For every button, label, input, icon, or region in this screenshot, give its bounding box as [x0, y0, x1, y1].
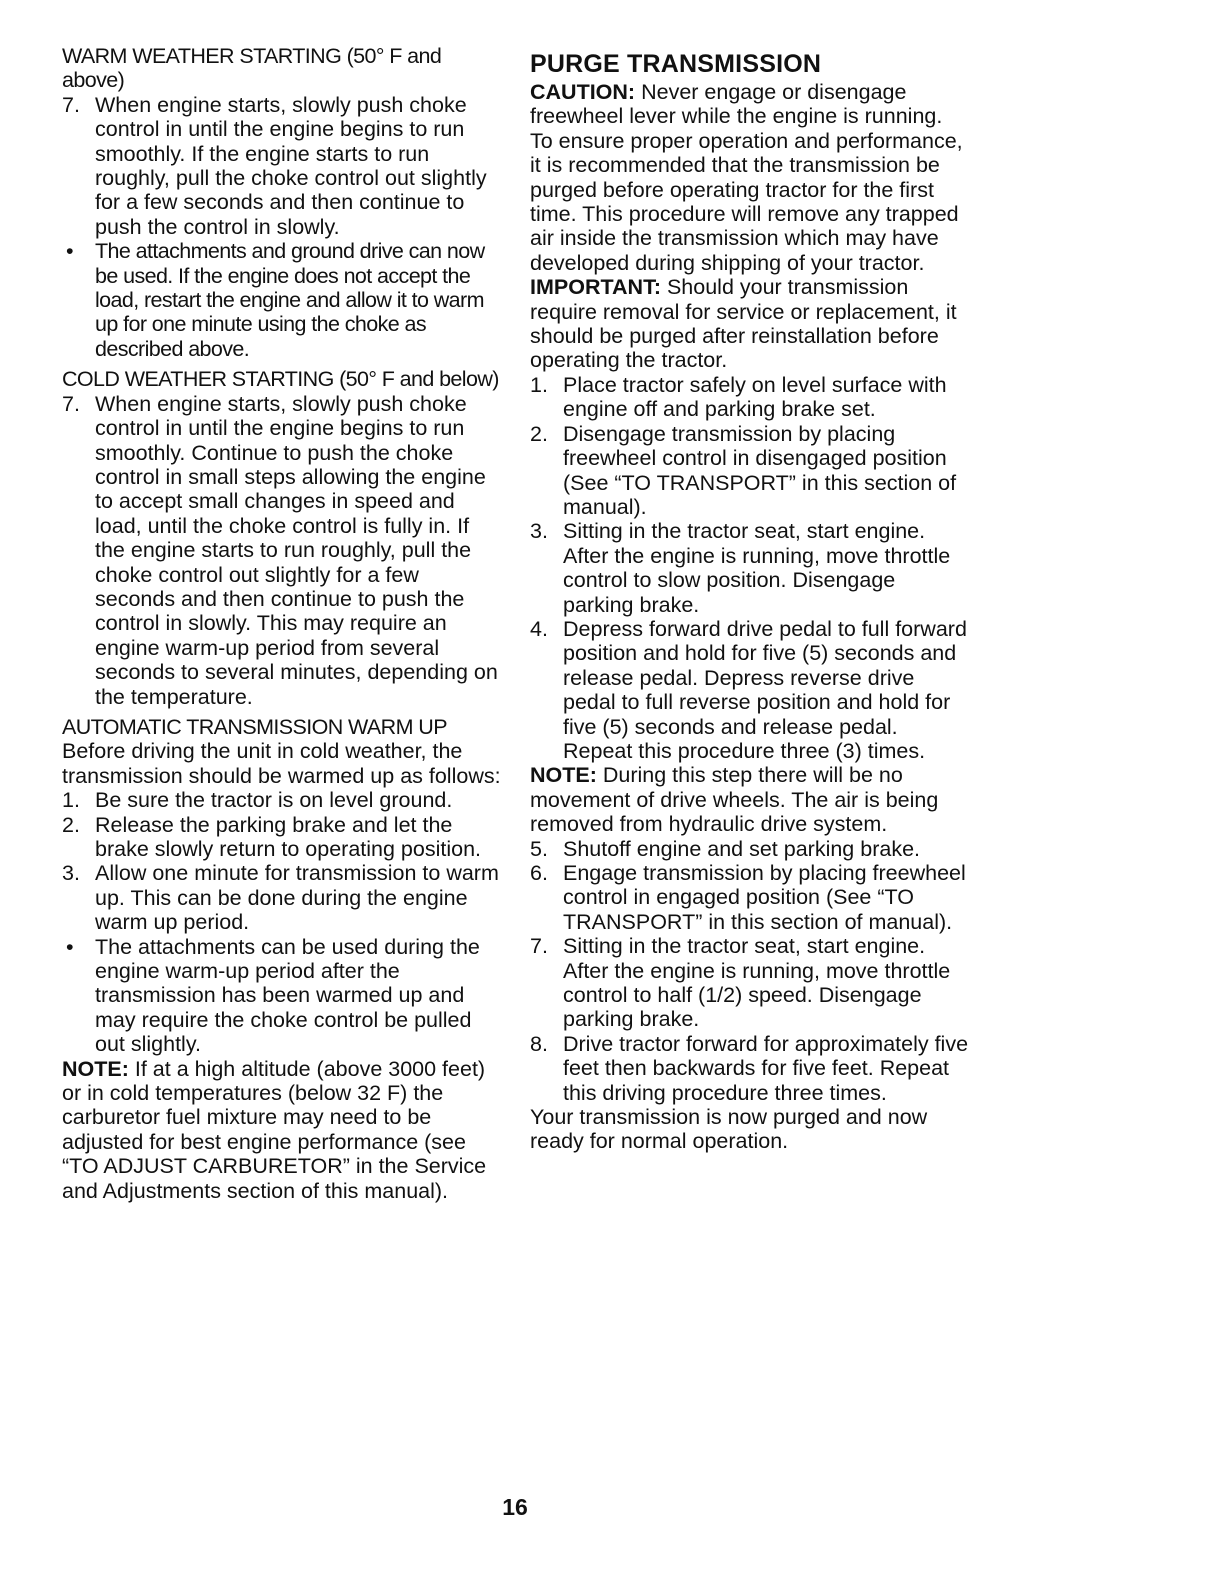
- step-number: 7.: [62, 391, 80, 416]
- important-text: Should your transmission require removal for service or replacement, it should be purged after reinstallation before operating the tractor.: [530, 275, 957, 373]
- list-item: [62, 239, 502, 361]
- purge-intro: To ensure proper operation and performance, it is recommended that the transmission be purged before operating tractor for the first time. This procedure will remove any trapped air inside the transmission which may have developed during shipping of your tractor.: [530, 128, 963, 275]
- auto-transmission-bullets: [62, 935, 502, 1057]
- note-text: If at a high altitude (above 3000 feet) or in cold temperatures (below 32 F) the carburetor fuel mixture may need to be adjusted for best engine performance (see “TO ADJUST CARBURETOR” in the Service and Adjustments section of this manual).: [62, 1056, 487, 1203]
- note-label: NOTE:: [530, 763, 597, 788]
- list-item: [530, 422, 970, 520]
- step-text: Allow one minute for transmission to warm up. This can be done during the engine warm up period.: [95, 861, 499, 935]
- step-number: 8.: [530, 1031, 548, 1056]
- warm-weather-heading: WARM WEATHER STARTING (50° F and above): [62, 44, 442, 93]
- right-column: [530, 44, 970, 1154]
- page-number: 16: [502, 1494, 528, 1520]
- step-text: Place tractor safely on level surface with engine off and parking brake set.: [563, 372, 947, 422]
- purge-transmission-title: PURGE TRANSMISSION: [530, 50, 822, 78]
- step-text: Depress forward drive pedal to full forward position and hold for five (5) seconds and release pedal. Depress reverse drive pedal to full reverse position and hold for five (5) seconds and release pedal. Repeat this procedure three (3) times.: [563, 616, 967, 763]
- step-number: 5.: [530, 836, 548, 861]
- list-item: [62, 935, 502, 1057]
- warm-weather-steps: [62, 93, 502, 239]
- purge-steps-second: [530, 837, 970, 1105]
- bullet-icon: •: [66, 934, 74, 959]
- list-item: [62, 93, 502, 239]
- bullet-text: The attachments and ground drive can now be used. If the engine does not accept the load, restart the engine and allow it to warm up for one minute using the choke as described above.: [95, 239, 485, 361]
- step-text: Engage transmission by placing freewheel control in engaged position (See “TO TRANSPORT” in this section of manual).: [563, 861, 966, 934]
- auto-transmission-intro: Before driving the unit in cold weather, the transmission should be warmed up as follows:: [62, 739, 501, 788]
- step-text: Sitting in the tractor seat, start engine. After the engine is running, move throttle control to half (1/2) speed. Disengage parking brake.: [563, 934, 951, 1032]
- list-item: [530, 837, 970, 861]
- closing-paragraph: Your transmission is now purged and now ready for normal operation.: [530, 1105, 928, 1154]
- step-text: Shutoff engine and set parking brake.: [563, 836, 920, 861]
- step-number: 7.: [62, 92, 80, 117]
- list-item: [530, 1032, 970, 1105]
- list-item: [530, 861, 970, 934]
- step-text: When engine starts, slowly push choke control in until the engine begins to run smoothly. Continue to push the choke control in small steps allowing the engine to accept small changes in speed and load, until the choke control is fully in. If the engine starts to run roughly, pull the choke control out slightly for a few seconds and then continue to push the control in slowly. This may require an engine warm-up period from several seconds to several minutes, depending on the temperature.: [95, 391, 498, 709]
- caution-label: CAUTION:: [530, 80, 636, 104]
- purge-steps-first: [530, 373, 970, 764]
- list-item: [530, 373, 970, 422]
- caution-paragraph: [530, 80, 970, 129]
- left-column: [62, 44, 502, 1203]
- step-number: 4.: [530, 616, 548, 641]
- auto-transmission-steps: [62, 788, 502, 934]
- bullet-text: The attachments can be used during the engine warm-up period after the transmission has been warmed up and may require the choke control be pulled out slightly.: [95, 934, 480, 1057]
- bullet-icon: •: [66, 239, 73, 264]
- caution-text: Never engage or disengage freewheel lever while the engine is running.: [530, 80, 943, 129]
- list-item: [62, 813, 502, 862]
- list-item: [62, 861, 502, 934]
- step-number: 1.: [62, 788, 80, 813]
- altitude-note: [62, 1057, 502, 1203]
- important-paragraph: [530, 275, 970, 373]
- step-number: 1.: [530, 372, 548, 397]
- list-item: [530, 519, 970, 617]
- cold-weather-steps: [62, 392, 502, 709]
- list-item: [62, 392, 502, 709]
- step-text: Release the parking brake and let the brake slowly return to operating position.: [95, 812, 482, 861]
- step-text: Be sure the tractor is on level ground.: [95, 788, 453, 813]
- step-text: Disengage transmission by placing freewheel control in disengaged position (See “TO TRANSPORT” in this section of manual).: [563, 421, 957, 519]
- list-item: [530, 617, 970, 763]
- step-text: When engine starts, slowly push choke control in until the engine begins to run smoothly. If the engine starts to run roughly, pull the choke control out slightly for a few seconds and then continue to push the control in slowly.: [95, 92, 487, 239]
- step-number: 3.: [62, 861, 80, 886]
- list-item: [530, 934, 970, 1032]
- step-number: 2.: [62, 812, 80, 837]
- warm-weather-bullets: [62, 239, 502, 361]
- note-text: During this step there will be no movement of drive wheels. The air is being removed from hydraulic drive system.: [530, 763, 939, 837]
- step-number: 2.: [530, 421, 548, 446]
- list-item: [62, 788, 502, 812]
- cold-weather-heading: COLD WEATHER STARTING (50° F and below): [62, 367, 499, 392]
- step-number: 7.: [530, 934, 548, 959]
- drive-wheels-note: [530, 763, 970, 836]
- step-number: 3.: [530, 519, 548, 544]
- step-text: Drive tractor forward for approximately five feet then backwards for five feet. Repeat this driving procedure three times.: [563, 1031, 969, 1105]
- important-label: IMPORTANT:: [530, 275, 661, 300]
- auto-transmission-heading: AUTOMATIC TRANSMISSION WARM UP: [62, 714, 447, 739]
- step-number: 6.: [530, 861, 548, 885]
- step-text: Sitting in the tractor seat, start engine. After the engine is running, move throttle control to slow position. Disengage parking brake.: [563, 519, 951, 617]
- note-label: NOTE:: [62, 1056, 129, 1081]
